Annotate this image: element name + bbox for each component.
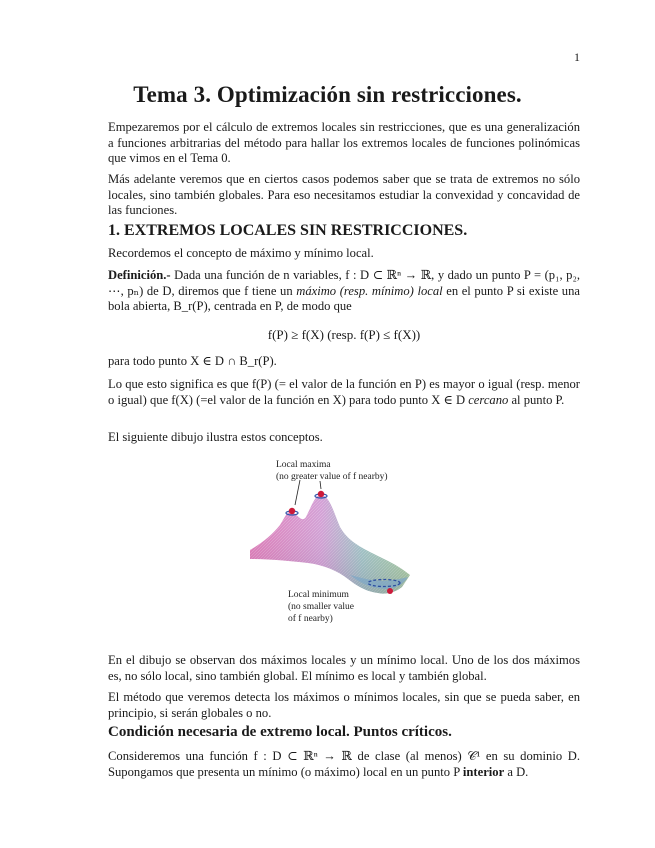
for-all-text: para todo punto X ∈ D ∩ B_r(P). [108,354,277,368]
recall-text: Recordemos el concepto de máximo y mínimo local. [108,246,374,260]
minimum-point [387,588,393,594]
figure-intro: El siguiente dibujo ilustra estos conceptos. [108,430,323,444]
definition-paragraph [108,268,580,315]
page-number: 1 [574,50,580,64]
maxima-pointer-line [295,480,300,505]
maximum-point-1 [289,508,295,514]
section-2-heading: Condición necesaria de extremo local. Puntos críticos. [108,724,452,740]
intro-paragraph-1: Empezaremos por el cálculo de extremos locales sin restricciones, que es una generalización a funciones arbitrarias del método para hallar los extremos locales de funciones polinómicas que vimos en el Tema 0. [108,120,580,166]
intro-paragraph-2: Más adelante veremos que en ciertos casos podemos saber que se trata de extremos no sólo locales, sino también globales. Para eso necesitamos estudiar la convexidad y concavidad de las funciones. [108,172,580,218]
label-local-maxima-line-2: (no greater value of f nearby) [276,472,388,482]
maximum-point-2 [318,491,324,497]
label-local-minimum-line-1: Local minimum [288,590,349,600]
definition-term: máximo (resp. mínimo) local [296,283,443,298]
definition-line-1: Dada una función de n variables, f : D ⊂ ℝⁿ → ℝ, y dado un punto P = (p₁, p₂, ⋯, pₙ) de D, diremos que f tiene un [108,268,580,298]
final-part-1: Consideremos una función f : D ⊂ ℝⁿ → ℝ de clase (al menos) 𝒞¹ en su dominio D. Supongamos que presenta un mínimo (o máximo) local en un punto P [108,749,580,779]
meaning-emph: cercano [468,392,509,407]
observation-paragraph: En el dibujo se observan dos máximos locales y un mínimo local. Uno de los dos máximos es, no sólo local, sino también global. El mínimo es local y también global. [108,653,580,683]
meaning-part-2: al punto P. [511,392,565,407]
label-local-minimum-line-2: (no smaller value [288,602,354,612]
meaning-part-1: Lo que esto significa es que f(P) (= el valor de la función en P) es mayor o igual (resp. menor o igual) que f(X) (=el valor de la función en X) para todo punto X ∈ D [108,377,580,407]
section-1-heading: 1. EXTREMOS LOCALES SIN RESTRICCIONES. [108,222,468,239]
definition-equation: f(P) ≥ f(X) (resp. f(P) ≤ f(X)) [267,327,421,342]
definition-label: Definición.- [108,268,171,282]
final-part-2: a D. [507,764,529,779]
label-local-minimum-line-3: of f nearby) [288,614,333,624]
extrema-figure [250,455,410,630]
page-title: Tema 3. Optimización sin restricciones. [133,82,522,107]
meaning-paragraph [108,377,580,408]
label-local-maxima-line-1: Local maxima [276,460,331,470]
final-bold: interior [462,764,505,779]
final-paragraph [108,749,580,780]
method-paragraph: El método que veremos detecta los máximos o mínimos locales, sin que se pueda saber, en principio, si serán globales o no. [108,690,580,720]
definition-line-2: en el punto P si existe una bola abierta, B_r(P), centrada en P, de modo que [108,283,580,314]
